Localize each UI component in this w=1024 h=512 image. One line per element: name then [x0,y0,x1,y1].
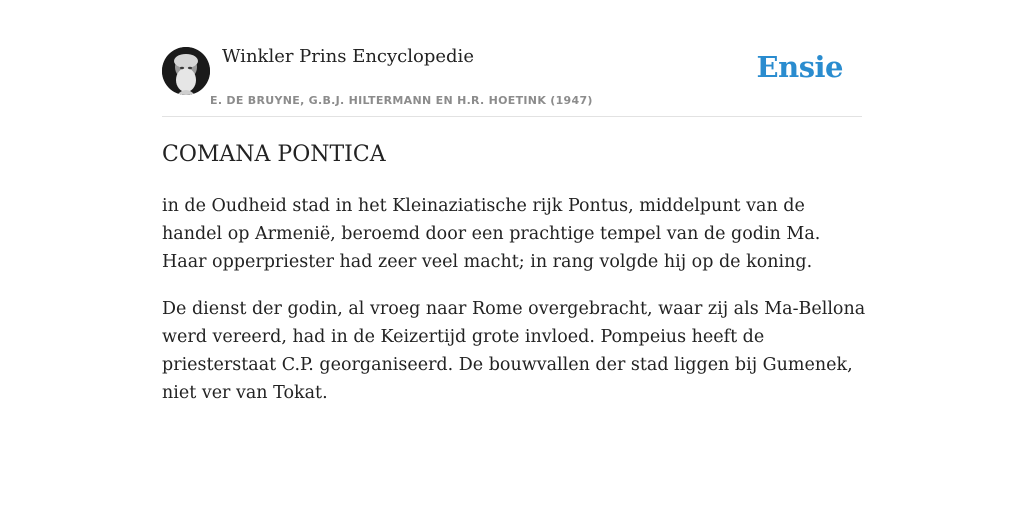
encyclopedia-header [162,0,862,117]
authors-credit: E. DE BRUYNE, G.B.J. HILTERMANN EN H.R. HOETINK (1947) [210,94,593,107]
article-title: COMANA PONTICA [162,142,386,167]
portrait-avatar-icon [162,47,210,95]
encyclopedia-title[interactable]: Winkler Prins Encyclopedie [222,46,474,67]
article-paragraph-2: De dienst der godin, al vroeg naar Rome overgebracht, waar zij als Ma-Bellona werd vereerd, had in de Keizertijd grote invloed. Pompeius heeft de priesterstaat C.P. georganiseerd. De bouwvallen der stad liggen bij Gumenek, niet ver van Tokat. [162,299,866,403]
page-container [162,0,866,403]
ensie-logo-link[interactable]: Ensie [756,50,843,84]
article-paragraph-1: in de Oudheid stad in het Kleinaziatische rijk Pontus, middelpunt van de handel op Armenië, beroemd door een prachtige tempel van de godin Ma. Haar opperpriester had zeer veel macht; in rang volgde hij op de koning. [162,196,821,272]
